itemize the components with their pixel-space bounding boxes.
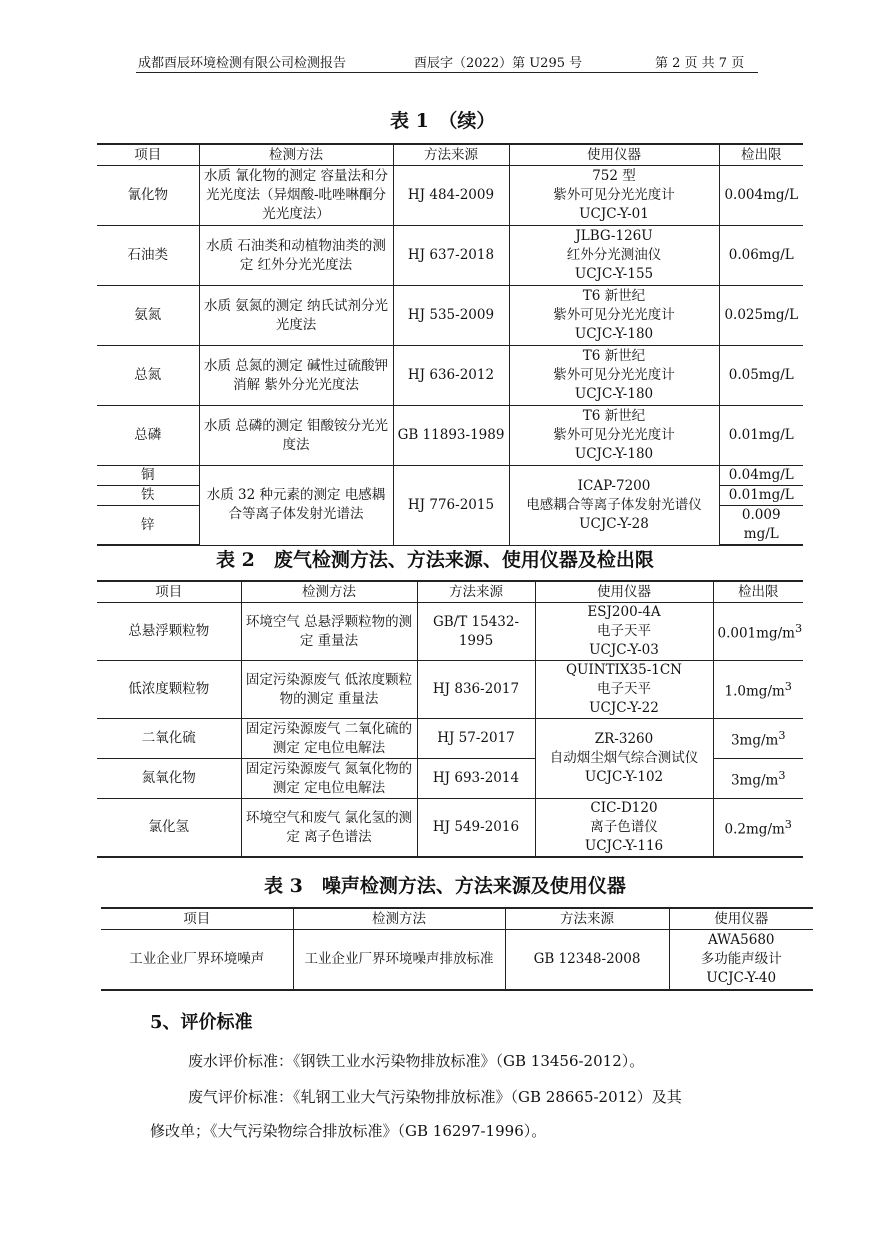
- table1: [97, 143, 803, 546]
- limit-cell: [713, 603, 803, 661]
- table2-header-limit: 检出限: [713, 581, 803, 603]
- instrument-name: 电子天平: [597, 623, 651, 639]
- limit-value: 0.001mg/m: [717, 625, 795, 642]
- source-cell: HJ 636-2012: [393, 346, 509, 406]
- source-cell: HJ 693-2014: [417, 759, 535, 799]
- item-cell: 铁: [97, 486, 199, 506]
- instrument-id: UCJC-Y-102: [584, 769, 664, 785]
- method-cell: 环境空气和废气 氯化氢的测定 离子色谱法: [241, 799, 417, 858]
- table1-header-source: 方法来源: [393, 144, 509, 166]
- instrument-cell: [509, 286, 719, 346]
- instrument-cell: [509, 346, 719, 406]
- instrument-id: UCJC-Y-28: [579, 515, 649, 532]
- item-cell: 二氧化硫: [97, 719, 241, 759]
- table-row: [97, 166, 803, 226]
- table3-header-instrument: 使用仪器: [669, 908, 813, 930]
- instrument-name: 紫外可见分光光度计: [553, 427, 675, 443]
- table-row: [97, 661, 803, 719]
- exhaust-standard-line2: 修改单；《大气污染物综合排放标准》（GB 16297-1996）。: [150, 1122, 547, 1140]
- table-row: [97, 286, 803, 346]
- table-row: [101, 930, 813, 990]
- instrument-cell: [535, 799, 713, 858]
- table3-caption: 表 3 噪声检测方法、方法来源及使用仪器: [264, 875, 626, 897]
- instrument-id: UCJC-Y-40: [706, 969, 777, 986]
- source-cell: HJ 57-2017: [417, 719, 535, 759]
- limit-cell: 0.06mg/L: [719, 226, 803, 286]
- instrument-id: UCJC-Y-22: [589, 700, 659, 716]
- instrument-model: ZR-3260: [594, 731, 654, 747]
- limit-cell: [713, 759, 803, 799]
- table3-header-source: 方法来源: [505, 908, 669, 930]
- instrument-model: AWA5680: [707, 931, 775, 948]
- item-cell: 总悬浮颗粒物: [97, 603, 241, 661]
- table3-header-row: [101, 908, 813, 930]
- source-cell: HJ 535-2009: [393, 286, 509, 346]
- limit-cell: 0.01mg/L: [719, 406, 803, 466]
- limit-cell: 0.01mg/L: [719, 486, 803, 506]
- item-cell: 石油类: [97, 226, 199, 286]
- instrument-model: QUINTIX35-1CN: [565, 662, 682, 678]
- limit-value: 3mg/m: [730, 772, 779, 789]
- instrument-id: UCJC-Y-180: [574, 386, 654, 402]
- instrument-model: CIC-D120: [590, 800, 658, 816]
- instrument-name: 紫外可见分光光度计: [553, 367, 675, 383]
- limit-cell: [713, 799, 803, 858]
- instrument-cell: [535, 603, 713, 661]
- item-cell: 氨氮: [97, 286, 199, 346]
- limit-unit-exponent: 3: [778, 769, 786, 783]
- instrument-name: 多功能声级计: [700, 950, 782, 967]
- exhaust-standard-line1: 废气评价标准：《轧钢工业大气污染物排放标准》（GB 28665-2012）及其: [188, 1088, 682, 1106]
- table2-header-instrument: 使用仪器: [535, 581, 713, 603]
- instrument-id: UCJC-Y-116: [584, 838, 664, 854]
- instrument-id: UCJC-Y-155: [574, 266, 654, 282]
- source-cell: GB 12348-2008: [505, 930, 669, 990]
- page-number: 第 2 页 共 7 页: [655, 56, 745, 71]
- table-row: [97, 226, 803, 286]
- limit-cell: 0.04mg/L: [719, 466, 803, 486]
- table1-header-item: 项目: [97, 144, 199, 166]
- table3-header-method: 检测方法: [293, 908, 505, 930]
- table-row: [97, 346, 803, 406]
- source-cell: HJ 776-2015: [393, 466, 509, 546]
- limit-value: 3mg/m: [730, 732, 779, 749]
- instrument-name: 自动烟尘烟气综合测试仪: [549, 750, 699, 766]
- instrument-cell: [535, 661, 713, 719]
- header-rule: [136, 72, 758, 73]
- table1-header-method: 检测方法: [199, 144, 393, 166]
- limit-unit-exponent: 3: [778, 729, 786, 743]
- section-title: 5、评价标准: [150, 1012, 253, 1033]
- instrument-cell: [669, 930, 813, 990]
- limit-cell: 0.025mg/L: [719, 286, 803, 346]
- table-row: [97, 799, 803, 858]
- instrument-id: UCJC-Y-01: [579, 206, 649, 222]
- limit-value: 0.2mg/m: [724, 821, 785, 838]
- instrument-model: 752 型: [592, 168, 636, 184]
- instrument-id: UCJC-Y-180: [574, 446, 654, 462]
- item-cell: 氮氧化物: [97, 759, 241, 799]
- limit-unit-exponent: 3: [784, 680, 792, 694]
- instrument-name: 电感耦合等离子体发射光谱仪: [526, 496, 702, 513]
- instrument-name: 紫外可见分光光度计: [553, 187, 675, 203]
- table2-caption: 表 2 废气检测方法、方法来源、使用仪器及检出限: [216, 549, 654, 571]
- source-cell: HJ 484-2009: [393, 166, 509, 226]
- instrument-cell: [535, 719, 713, 799]
- method-cell: 水质 石油类和动植物油类的测定 红外分光光度法: [199, 226, 393, 286]
- item-cell: 工业企业厂界环境噪声: [101, 930, 293, 990]
- table1-header-row: [97, 144, 803, 166]
- item-cell: 氯化氢: [97, 799, 241, 858]
- report-company: 成都酉辰环境检测有限公司检测报告: [138, 56, 347, 71]
- method-cell: 环境空气 总悬浮颗粒物的测定 重量法: [241, 603, 417, 661]
- item-cell: 铜: [97, 466, 199, 486]
- table2-header-method: 检测方法: [241, 581, 417, 603]
- table1-header-instrument: 使用仪器: [509, 144, 719, 166]
- method-cell: 固定污染源废气 二氧化硫的测定 定电位电解法: [241, 719, 417, 759]
- instrument-model: T6 新世纪: [582, 288, 646, 304]
- method-cell: 水质 32 种元素的测定 电感耦合等离子体发射光谱法: [199, 466, 393, 546]
- instrument-name: 离子色谱仪: [590, 819, 658, 835]
- limit-cell: [713, 661, 803, 719]
- instrument-model: ICAP-7200: [577, 477, 651, 494]
- instrument-cell: [509, 226, 719, 286]
- limit-value: 1.0mg/m: [724, 683, 785, 700]
- instrument-name: 紫外可见分光光度计: [553, 307, 675, 323]
- item-cell: 总磷: [97, 406, 199, 466]
- source-cell: GB 11893-1989: [393, 406, 509, 466]
- limit-cell: 0.05mg/L: [719, 346, 803, 406]
- source-cell: HJ 637-2018: [393, 226, 509, 286]
- limit-cell: 0.004mg/L: [719, 166, 803, 226]
- instrument-id: UCJC-Y-03: [589, 642, 659, 658]
- method-cell: 水质 氰化物的测定 容量法和分光光度法（异烟酸-吡唑啉酮分光光度法）: [199, 166, 393, 226]
- limit-cell: [713, 719, 803, 759]
- source-cell: GB/T 15432-1995: [417, 603, 535, 661]
- instrument-cell: [509, 466, 719, 546]
- table2-header-source: 方法来源: [417, 581, 535, 603]
- item-cell: 低浓度颗粒物: [97, 661, 241, 719]
- instrument-model: ESJ200-4A: [587, 604, 661, 620]
- table-row: [97, 466, 803, 486]
- table1-header-limit: 检出限: [719, 144, 803, 166]
- limit-unit-exponent: 3: [794, 622, 803, 636]
- table-row: [97, 406, 803, 466]
- method-cell: 水质 总磷的测定 钼酸铵分光光度法: [199, 406, 393, 466]
- instrument-cell: [509, 406, 719, 466]
- limit-unit-exponent: 3: [784, 818, 792, 832]
- instrument-id: UCJC-Y-180: [574, 326, 654, 342]
- table2: [97, 580, 803, 858]
- table-row: [97, 719, 803, 759]
- report-number: 酉辰字（2022）第 U295 号: [414, 56, 583, 71]
- table3: [101, 907, 813, 991]
- instrument-model: JLBG-126U: [575, 228, 653, 244]
- method-cell: 固定污染源废气 低浓度颗粒物的测定 重量法: [241, 661, 417, 719]
- instrument-name: 电子天平: [597, 681, 651, 697]
- method-cell: 工业企业厂界环境噪声排放标准: [293, 930, 505, 990]
- table3-header-item: 项目: [101, 908, 293, 930]
- instrument-name: 红外分光测油仪: [566, 247, 662, 263]
- item-cell: 氰化物: [97, 166, 199, 226]
- table-row: [97, 603, 803, 661]
- method-cell: 水质 总氮的测定 碱性过硫酸钾消解 紫外分光光度法: [199, 346, 393, 406]
- table2-header-item: 项目: [97, 581, 241, 603]
- method-cell: 固定污染源废气 氮氧化物的测定 定电位电解法: [241, 759, 417, 799]
- item-cell: 锌: [97, 506, 199, 546]
- instrument-cell: [509, 166, 719, 226]
- table1-caption: 表 1 （续）: [390, 110, 496, 132]
- item-cell: 总氮: [97, 346, 199, 406]
- instrument-model: T6 新世纪: [582, 348, 646, 364]
- wastewater-standard: 废水评价标准：《钢铁工业水污染物排放标准》（GB 13456-2012）。: [188, 1052, 645, 1070]
- table2-header-row: [97, 581, 803, 603]
- source-cell: HJ 549-2016: [417, 799, 535, 858]
- instrument-model: T6 新世纪: [582, 408, 646, 424]
- source-cell: HJ 836-2017: [417, 661, 535, 719]
- method-cell: 水质 氨氮的测定 纳氏试剂分光光度法: [199, 286, 393, 346]
- limit-cell: 0.009 mg/L: [719, 506, 803, 546]
